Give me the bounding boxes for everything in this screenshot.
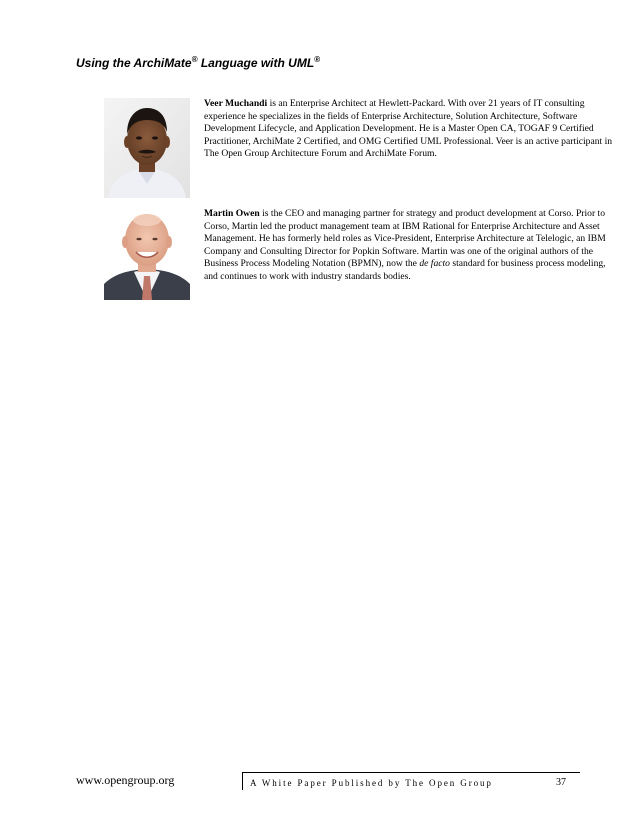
author-bio-veer-muchandi (204, 98, 618, 161)
portrait-image (104, 206, 190, 300)
registered-mark: ® (191, 55, 198, 64)
author-photo-veer-muchandi (104, 98, 190, 198)
page-number: 37 (556, 777, 566, 788)
portrait-image (104, 98, 190, 198)
author-photo-martin-owen (104, 206, 190, 300)
author-name: Veer Muchandi (204, 98, 268, 109)
page-header-title (76, 56, 320, 70)
author-bio-text-end: standard for business process modeling, and continues to work with industry standards bodies. (204, 258, 606, 282)
footer-caption: A White Paper Published by The Open Group (250, 778, 493, 788)
author-bio-text: is the CEO and managing partner for strategy and product development at Corso. Prior to Corso, Martin led the product management team at IBM Rational for Enterprise Architecture and Asset Management. He has formerly held roles as Vice-President, Enterprise Architecture at Telelogic, an IBM Company and Consulting Director for Popkin Software. Martin was one of the original authors of the Business Process Modeling Notation (BPMN), now the (204, 208, 606, 270)
author-name: Martin Owen (204, 208, 260, 219)
author-bio-emphasis: de facto (419, 258, 450, 270)
header-title-part2: Language with UML (197, 56, 315, 70)
header-title-part1: Using the ArchiMate (76, 56, 192, 70)
footer-url[interactable]: www.opengroup.org (76, 773, 175, 787)
author-bio-text: is an Enterprise Architect at Hewlett-Packard. With over 21 years of IT consulting experience he specializes in the fields of Enterprise Architecture, Solution Architecture, Software Development Lifecycle, and Application Development. He is a Master Open CA, TOGAF 9 Certified Practitioner, ArchiMate 2 Certified, and OMG Certified UML Professional. Veer is an active participant in The Open Group Architecture Forum and ArchiMate Forum. (204, 98, 613, 160)
author-bio-martin-owen (204, 208, 618, 284)
registered-mark: ® (314, 55, 321, 64)
footer-divider-horizontal (242, 772, 580, 773)
footer-divider-vertical (242, 772, 243, 790)
